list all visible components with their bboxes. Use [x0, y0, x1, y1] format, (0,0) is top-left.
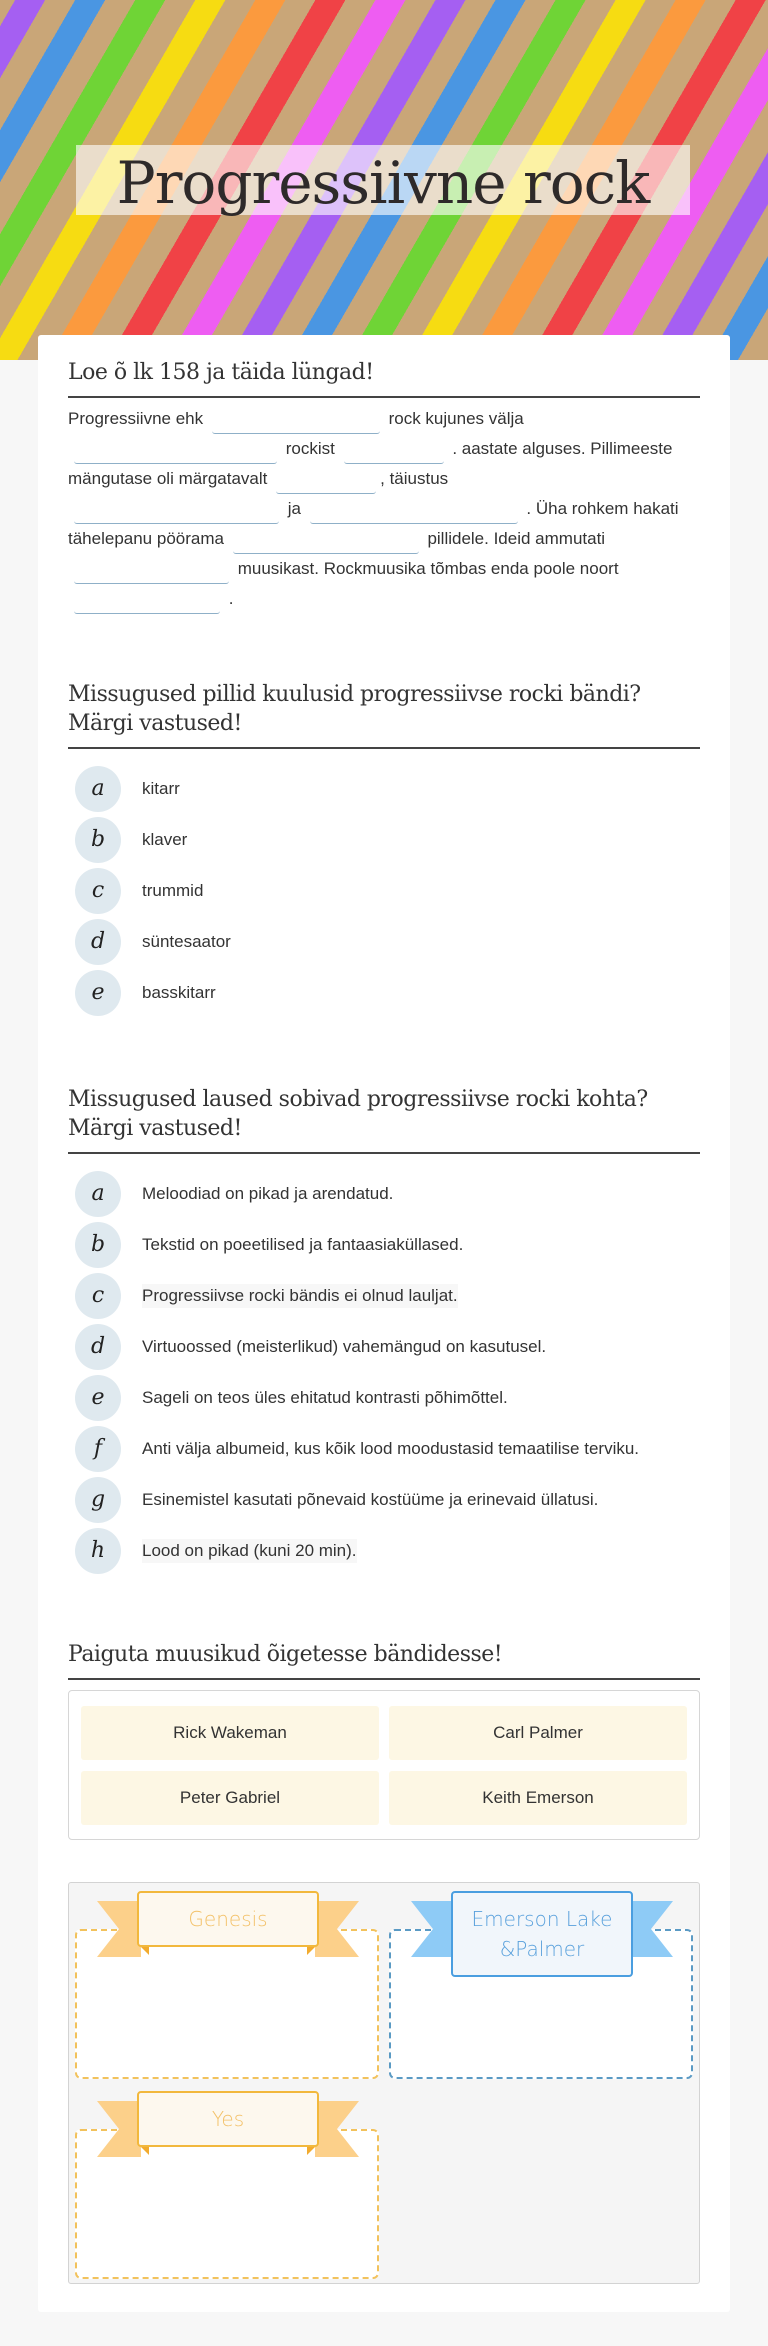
option-d[interactable] [75, 1321, 700, 1372]
statement-options [68, 1168, 700, 1576]
blank-input-5[interactable] [74, 502, 279, 524]
option-label: süntesaator [142, 931, 231, 951]
letter-badge: b [75, 1222, 121, 1268]
statements-section [68, 1085, 700, 1576]
ribbon-tail-right-icon [315, 1901, 359, 1957]
letter-badge: f [75, 1426, 121, 1472]
instrument-options [68, 763, 700, 1018]
text-segment: mängutase oli märgatavalt [68, 469, 268, 488]
draggable-chip[interactable]: Rick Wakeman [81, 1706, 379, 1760]
text-segment: rock kujunes välja [388, 409, 524, 428]
option-e[interactable] [75, 1372, 700, 1423]
option-label: Meloodiad on pikad ja arendatud. [142, 1183, 394, 1203]
blank-input-3[interactable] [344, 442, 444, 464]
ribbon-yes [97, 2091, 359, 2161]
ribbon-tail-right-icon [629, 1901, 673, 1957]
option-label: Tekstid on poeetilised ja fantaasiaküllased. [142, 1234, 464, 1254]
option-label: Anti välja albumeid, kus kõik lood moodustasid temaatilise terviku. [142, 1438, 640, 1458]
option-d[interactable] [75, 916, 700, 967]
ribbon-tail-left-icon [411, 1901, 455, 1957]
option-label: Virtuoossed (meisterlikud) vahemängud on kasutusel. [142, 1336, 547, 1356]
letter-badge: h [75, 1528, 121, 1574]
bucket-label: Genesis [137, 1891, 319, 1947]
blank-input-6[interactable] [310, 502, 518, 524]
fill-in-paragraph [68, 404, 700, 614]
option-label: Sageli on teos üles ehitatud kontrasti põhimõttel. [142, 1387, 508, 1407]
option-c[interactable] [75, 1270, 700, 1321]
text-segment: ja [287, 499, 301, 518]
draggable-chip[interactable]: Keith Emerson [389, 1771, 687, 1825]
ribbon-elp [411, 1891, 673, 1981]
draggable-chip[interactable]: Carl Palmer [389, 1706, 687, 1760]
letter-badge: c [75, 868, 121, 914]
option-f[interactable] [75, 1423, 700, 1474]
option-b[interactable] [75, 814, 700, 865]
letter-badge: b [75, 817, 121, 863]
text-segment: rockist [285, 439, 335, 458]
option-label: kitarr [142, 778, 180, 798]
blank-input-7[interactable] [233, 532, 419, 554]
option-label: Progressiivse rocki bändis ei olnud lauljat. [142, 1284, 458, 1308]
option-a[interactable] [75, 763, 700, 814]
bucket-label: Emerson Lake &Palmer [451, 1891, 633, 1977]
blank-input-8[interactable] [74, 562, 229, 584]
ribbon-tail-left-icon [97, 2101, 141, 2157]
instruments-section [68, 680, 700, 1018]
section-title: Loe õ lk 158 ja täida lüngad! [68, 358, 700, 398]
option-c[interactable] [75, 865, 700, 916]
worksheet-card [38, 335, 730, 2312]
text-segment: tähelepanu pöörama [68, 529, 224, 548]
header-banner [0, 0, 768, 360]
letter-badge: a [75, 1171, 121, 1217]
blank-input-1[interactable] [212, 412, 380, 434]
letter-badge: g [75, 1477, 121, 1523]
letter-badge: e [75, 1375, 121, 1421]
option-h[interactable] [75, 1525, 700, 1576]
text-segment: . aastate alguses. Pillimeeste [447, 439, 673, 458]
text-segment: . Üha rohkem hakati [521, 499, 679, 518]
draggable-pool [68, 1690, 700, 1840]
option-label: klaver [142, 829, 188, 849]
letter-badge: e [75, 970, 121, 1016]
section-title: Missugused laused sobivad progressiivse rocki kohta? Märgi vastused! [68, 1085, 700, 1154]
ribbon-genesis [97, 1891, 359, 1961]
section-title: Missugused pillid kuulusid progressiivse rocki bändi? Märgi vastused! [68, 680, 700, 749]
drop-area [68, 1882, 700, 2284]
letter-badge: d [75, 1324, 121, 1370]
blank-input-2[interactable] [74, 442, 277, 464]
text-segment: Progressiivne ehk [68, 409, 204, 428]
section-title: Paiguta muusikud õigetesse bändidesse! [68, 1640, 700, 1680]
option-b[interactable] [75, 1219, 700, 1270]
ribbon-tail-right-icon [315, 2101, 359, 2157]
option-g[interactable] [75, 1474, 700, 1525]
blank-input-9[interactable] [74, 592, 220, 614]
option-label: basskitarr [142, 982, 216, 1002]
fill-in-section [68, 358, 700, 614]
letter-badge: a [75, 766, 121, 812]
letter-badge: d [75, 919, 121, 965]
letter-badge: c [75, 1273, 121, 1319]
blank-input-4[interactable] [276, 472, 376, 494]
text-segment: , täiustus [380, 469, 449, 488]
option-a[interactable] [75, 1168, 700, 1219]
option-label: trummid [142, 880, 204, 900]
option-label: Lood on pikad (kuni 20 min). [142, 1539, 357, 1563]
text-segment: . [228, 589, 234, 608]
draggable-chip[interactable]: Peter Gabriel [81, 1771, 379, 1825]
text-segment: muusikast. Rockmuusika tõmbas enda poole noort [237, 559, 619, 578]
title-box [76, 145, 690, 215]
option-e[interactable] [75, 967, 700, 1018]
bucket-label: Yes [137, 2091, 319, 2147]
option-label: Esinemistel kasutati põnevaid kostüüme ja erinevaid üllatusi. [142, 1489, 599, 1509]
page-title: Progressiivne rock [116, 149, 650, 217]
text-segment: pillidele. Ideid ammutati [427, 529, 606, 548]
sorting-section [68, 1640, 700, 1840]
ribbon-tail-left-icon [97, 1901, 141, 1957]
